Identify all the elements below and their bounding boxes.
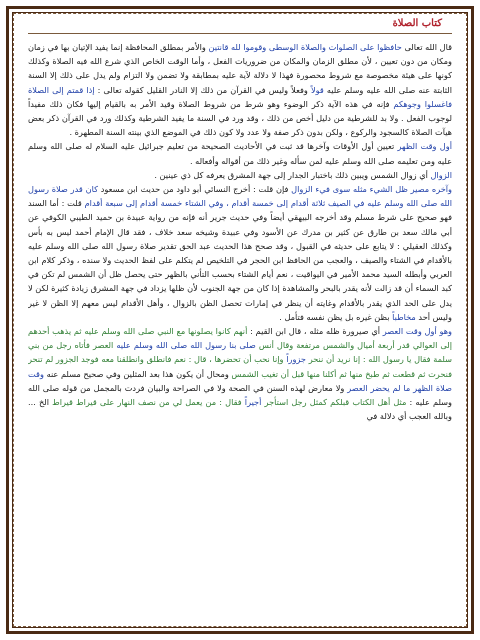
paragraph	[28, 182, 452, 324]
highlighted-word: أجيراً	[244, 397, 262, 408]
paragraph-text: فإن قلت : أخرج النسائي أبو داود من حديث ابن مسعود	[100, 184, 289, 195]
header-divider	[28, 33, 452, 34]
paragraph	[28, 324, 452, 423]
section-heading: وهو أول وقت العصر	[382, 326, 452, 337]
paragraph-text: ومحال أن يكون هذا بعد المثلين وفي صحيح مسلم عنه	[46, 368, 229, 379]
hadith-quote: العصر فأتاه رجل من بني سلمة فقال يا رسول الله : إنا نريد أن ننحر	[28, 340, 452, 365]
hadith-quote: وقت صلاة الظهر ما لم يحضر العصر	[28, 368, 452, 393]
section-heading: أول وقت الظهر	[397, 141, 452, 152]
highlighted-word: قولاً	[310, 84, 324, 95]
paragraph-text: أي زوال الشمس ويبين ذلك باختبار الجدار إلى جهة المشرق يعرفه كل ذي عينين .	[154, 169, 428, 180]
paragraph-text: تعيين أول الأوقات وآخرها قد ثبت في الأحاديث الصحيحة من تعليم جبرائيل عليه السلام له صلى الله وسلم عليه ومن تعليمه صلى الله وسلم عليه لمن سأله وغير ذلك من أقواله وأفعاله .	[28, 141, 452, 166]
highlighted-word: مخاطباً	[392, 311, 416, 322]
section-heading: الزوال	[430, 169, 452, 180]
paragraph	[28, 168, 452, 182]
paragraph-text: بظن غيره بل يظن نفسه فتأمل .	[279, 311, 390, 322]
paragraph-text: وفعلاً وليس في القرآن من ذلك إلا النادر القليل كقوله تعالى :	[97, 84, 308, 95]
document-body	[28, 40, 452, 622]
hadith-quote: مثل أهل الكتاب قبلكم كمثل رجل استأجر	[264, 397, 407, 408]
hadith-quote: أنهم كانوا يصلونها مع النبي صلى الله وسلم عليه ثم يذهب أحدهم إلى العوالي قدر أربعة أميال والشمس مرتفعة وقال أنس	[28, 326, 452, 351]
quran-quote: حافظوا على الصلوات والصلاة الوسطى وقوموا لله قانتين	[208, 42, 402, 52]
paragraph-text: الخ ... وبالله العجب أي دلالة في	[28, 397, 452, 422]
paragraph	[28, 40, 452, 139]
hadith-quote: فقال : من يعمل لي من نصف النهار على قيراط قيراط	[52, 397, 242, 408]
paragraph-text: أي صيرورة ظله مثله ، قال ابن القيم :	[250, 326, 381, 337]
quran-quote: إذا قمتم إلى الصلاة فاغسلوا وجوهكم	[28, 84, 452, 109]
section-heading: وآخره مصير ظل الشيء مثله سوى فيء الزوال	[291, 184, 452, 195]
paragraph-text: قلت : أما السند فهو صحيح على شرط مسلم وقد أخرجه البيهقي أيضاً وفي حديث جرير أنه فإنه من رواية عبيدة بن حميد الطيبي الكوفي عن أبي مالك سعد بن طارق عن كثير بن مدرك عن الأسود وفي عبيدة وشيخه سعد خلاف ، فقد قال الإمام أحمد ليس به بأس وكذلك العقيلي : لا يتابع على حديثه في القبول ، وقد صحح هذا الحديث عبد الحق تقدير صلاة رسول الله صلى الله وسلم عليه بالأقدام في الشتاء والصيف ، والعجب من الحافظ ابن الحجر في التلخيص لم يتكلم على لفظ الحديث ولا سنده ، وذكر كلام ابن العربي وأبطله السيد محمد الأمير في اليواقيت ، نعم أيام الشتاء بحسب التأني بالظهر حتى يحصل ظل أن الشمس لم تكن في كبد السماء أن قد زالت لأنه يقدر بالبحر والمشاهدة إذا كان من جهة الجنوب لأن ظلها يزداد في جهة المشرق زيادة كثيرة لكن لا يدل على الحد الذي يقدر بالأقدام وغايته أن ينظر في إمارات تحصل الظن بالزوال ، وأهل الأقدام ليس معهم إلا الظن لا غير وليس أحد	[28, 198, 452, 322]
paragraph-text: ولا معارض لهذه السنن في الصحة ولا في الصراحة والبيان فردت بالمجمل من قوله صلى الله وسلم عليه :	[28, 382, 452, 408]
paragraph-text: والأمر بمطلق المحافظة إنما يفيد الإتيان بها في زمان ومكان من دون تعيين ، لأن مطلق الزمان والمكان من ضروريات الفعل ، وأما الوقت الخاص الذي شرع الله فيه الصلاة وكذلك كونها على هيئة مخصوصة مع شروط محصورة فهذا لا دلالة لآية عليه بمطابقة ولا تضمن ولا التزام ولم يدل على ذلك إلا السنة الثابتة عنه صلى الله عليه وسلم عليه	[28, 42, 452, 95]
highlighted-word: جزوراً	[286, 354, 306, 365]
hadith-quote: صلى بنا رسول الله صلى الله وسلم عليه	[116, 340, 256, 351]
hadith-quote: كان قدر صلاة رسول الله صلى الله وسلم عليه في الصيف ثلاثة أقدام إلى خمسة أقدام ، وفي الشتاء خمسة أقدام إلى سبعة أقدام	[28, 184, 452, 209]
paragraph-text: فإنه في هذه الآية ذكر الوضوء وهو شرط من شروط الصلاة وقيد الأمر به بالقيام إليها فكان ذلك مفيداً لوجوب الفعل . ولا بد للشرطية من دليل أخص من ذلك ، وقد ورد في السنة ما يفيد الشرطية وكذلك ورد في القرآن ذكر بعض هيآت الصلاة كالسجود والركوع ، ولكن بدون ذكر صفة ولا عدد ولا كون ذلك في الموضع الذي بينته السنة المطهرة .	[28, 98, 452, 138]
chapter-title: كتاب الصلاة	[392, 18, 442, 29]
hadith-quote: وإنا نحب أن تحضرها ، قال : نعم فانطلق وانطلقنا معه فوجد الجزور لم تنحر فنحرت ثم قطعت ثم طبخ منها ثم أكلنا منها قبل أن تغيب الشمس	[28, 354, 452, 379]
paragraph-text: قال الله تعالى	[404, 42, 452, 52]
paragraph	[28, 139, 452, 167]
